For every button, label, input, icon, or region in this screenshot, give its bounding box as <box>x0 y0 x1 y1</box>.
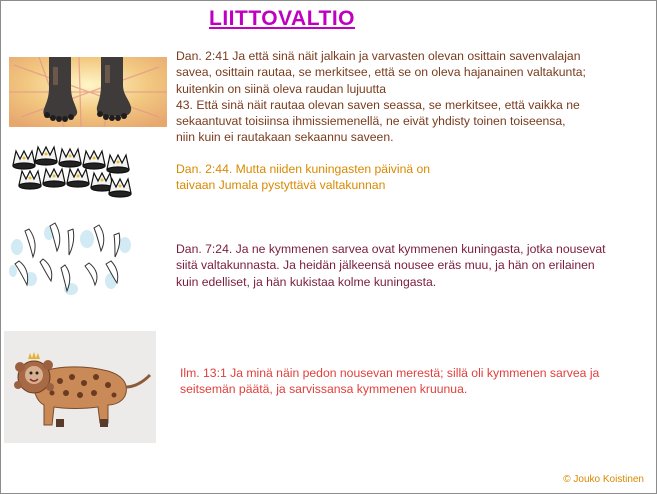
clay-iron-feet-icon <box>9 57 167 127</box>
verse-daniel-2-41: Dan. 2:41 Ja että sinä näit jalkain ja varvasten olevan osittain savenvalajan savea, osittain rautaa, se merkitsee, että se on oleva hajanainen valtakunta; kuitenkin on siinä oleva raudan lujuutta 43. Että sinä näit rautaa olevan saven seassa, se merkitsee, että vaikka ne sekaantuvat toisiinsa ihmissiemenellä, ne eivät yhdisty toinen toiseensa, niin kuin ei rautakaan sekaannu saveen. <box>176 49 586 145</box>
copyright-credit: © Jouko Koistinen <box>563 474 644 485</box>
verse-daniel-2-44: Dan. 2:44. Mutta niiden kuningasten päivinä on taivaan Jumala pystyttävä valtakunnan <box>176 162 431 193</box>
verse-revelation-13-1: Ilm. 13:1 Ja minä näin pedon nousevan merestä; sillä oli kymmenen sarvea ja seitsemän päätä, ja sarvissansa kymmenen kruunua. <box>180 366 600 397</box>
ten-horns-icon <box>7 219 137 303</box>
ten-crowns-icon <box>9 145 134 201</box>
page-title: LIITTOVALTIO <box>209 7 355 30</box>
verse-daniel-7-24: Dan. 7:24. Ja ne kymmenen sarvea ovat kymmenen kuningasta, jotka nousevat siitä valtakunnasta. Ja heidän jälkeensä nousee eräs muu, ja hän on erilainen kuin edelliset, ja hän kukistaa kolme kuningasta. <box>176 242 606 289</box>
leopard-beast-icon <box>4 331 156 443</box>
